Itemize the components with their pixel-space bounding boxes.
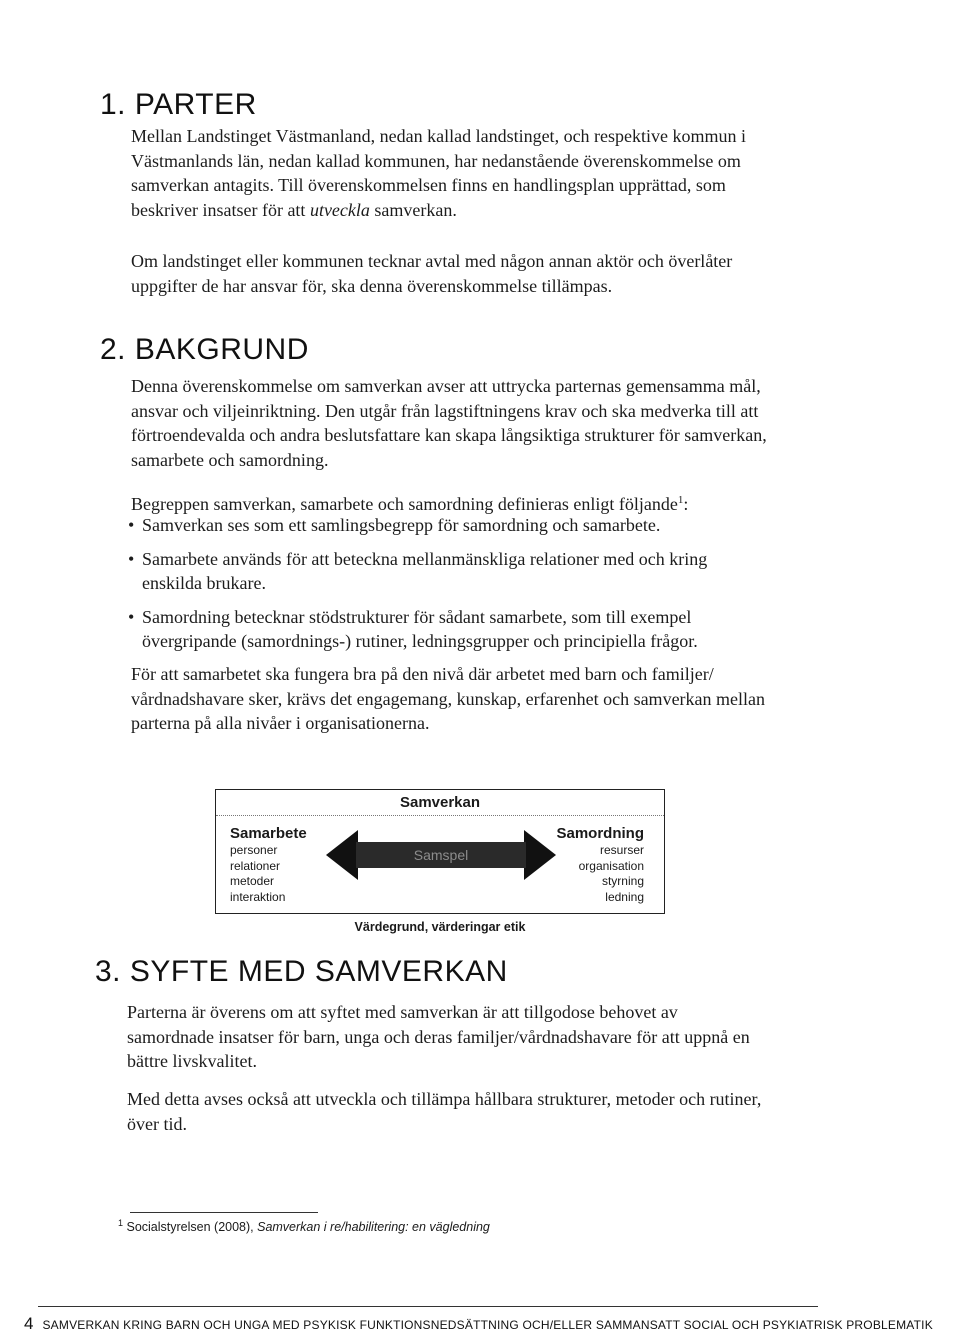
diagram-left-item: metoder xyxy=(230,874,275,888)
text-line: Västmanlands län, nedan kallad kommunen, har nedanstående överenskommelse om xyxy=(131,150,741,171)
bakgrund-paragraph-2 xyxy=(131,662,765,736)
list-item xyxy=(128,513,828,538)
diagram-center-label: Samspel xyxy=(413,847,469,863)
emphasis-word: utveckla xyxy=(309,199,370,220)
diagram-samordning-column xyxy=(556,825,644,905)
parter-paragraph-1 xyxy=(131,124,746,222)
diagram-title: Samverkan xyxy=(399,794,481,811)
definition-list xyxy=(128,513,828,663)
diagram-divider xyxy=(216,815,664,816)
parter-paragraph-2 xyxy=(131,249,732,298)
heading-syfte: 3. SYFTE MED SAMVERKAN xyxy=(95,955,508,988)
diagram-bottom-label: Värdegrund, värderingar etik xyxy=(354,920,526,934)
page-footer xyxy=(24,1314,933,1334)
text-line: Denna överenskommelse om samverkan avser att uttrycka parternas gemensamma mål, xyxy=(131,376,761,396)
double-arrow-graphic xyxy=(326,820,556,890)
text-line: Mellan Landstinget Västmanland, nedan kallad landstinget, och respektive kommun i xyxy=(131,126,747,146)
heading-bakgrund: 2. BAKGRUND xyxy=(100,333,309,366)
list-item xyxy=(128,547,828,596)
footnote-text: Socialstyrelsen (2008), xyxy=(123,1220,258,1235)
diagram-right-heading: Samordning xyxy=(556,825,644,842)
text-line: övergripande (samordnings-) rutiner, ledningsgrupper och principiella frågor. xyxy=(142,631,698,651)
text-line: bättre livskvalitet. xyxy=(127,1051,257,1071)
footer-text: SAMVERKAN KRING BARN OCH UNGA MED PSYKISK FUNKTIONSNEDSÄTTNING OCH/ELLER SAMMANSATT SOCIAL OCH PSYKIATRISK PROBLEMATIK xyxy=(42,1318,933,1332)
text-line: parterna på alla nivåer i organisationerna. xyxy=(131,713,430,733)
text-segment: samverkan. xyxy=(369,199,457,220)
text-line: samarbete och samordning. xyxy=(131,449,329,470)
text-line: Med detta avses också att utveckla och tillämpa hållbara strukturer, metoder och rutiner, xyxy=(127,1089,762,1109)
samverkan-diagram xyxy=(215,789,665,914)
text-line: uppgifter de har ansvar för, ska denna överenskommelse tillämpas. xyxy=(131,275,613,296)
text-line: samverkan antagits. Till överenskommelsen finns en handlingsplan upprättad, som xyxy=(131,175,726,195)
text-line: enskilda brukare. xyxy=(142,573,266,593)
list-item xyxy=(128,605,828,654)
footnote-rule xyxy=(130,1212,318,1213)
bullet-marker: • xyxy=(128,606,135,627)
definition-intro-text: Begreppen samverkan, samarbete och samordning definieras enligt följande xyxy=(131,494,678,514)
footer-rule xyxy=(38,1306,818,1307)
text-line: Parterna är överens om att syftet med samverkan är att tillgodose behovet av xyxy=(127,1002,678,1022)
footnote-number: 1 xyxy=(118,1218,124,1228)
text-line: förtroendevalda och andra beslutsfattare kan skapa långsiktiga strukturer för samverkan, xyxy=(131,425,767,445)
text-line: över tid. xyxy=(127,1113,187,1134)
footnote xyxy=(118,1218,490,1234)
diagram-left-heading: Samarbete xyxy=(230,825,307,842)
bakgrund-paragraph-1 xyxy=(131,374,767,472)
text-line: Samordning betecknar stödstrukturer för sådant samarbete, som till exempel xyxy=(142,606,692,627)
diagram-left-item: relationer xyxy=(230,858,281,873)
text-line: För att samarbetet ska fungera bra på den nivå där arbetet med barn och familjer/ xyxy=(131,664,714,684)
text-segment: beskriver insatser för att xyxy=(131,199,310,220)
text-line: vårdnadshavare sker, krävs det engagemang, kunskap, erfarenhet och samverkan mellan xyxy=(131,688,766,709)
text-line: Samarbete används för att beteckna mellanmänskliga relationer med och kring xyxy=(142,548,708,569)
syfte-paragraph-2 xyxy=(127,1087,761,1136)
diagram-left-item: personer xyxy=(230,843,278,857)
text-line-with-emphasis xyxy=(131,198,746,223)
diagram-right-item: organisation xyxy=(578,858,644,873)
footnote-reference: 1 xyxy=(677,494,684,506)
left-arrowhead xyxy=(326,830,358,880)
text-line: samordnade insatser för barn, unga och deras familjer/vårdnadshavare för att uppnå en xyxy=(127,1026,750,1047)
bullet-marker: • xyxy=(128,515,135,535)
footnote-title: Samverkan i re/habilitering: en vägledning xyxy=(257,1220,490,1235)
diagram-samarbete-column xyxy=(230,825,307,905)
text-line: Om landstinget eller kommunen tecknar avtal med någon annan aktör och överlåter xyxy=(131,251,733,271)
diagram-right-item: styrning xyxy=(601,874,644,888)
definition-colon: : xyxy=(683,494,689,514)
heading-parter: 1. PARTER xyxy=(100,88,257,121)
right-arrowhead xyxy=(524,830,556,880)
diagram-right-item: ledning xyxy=(605,889,644,904)
page-number: 4 xyxy=(24,1314,34,1333)
syfte-paragraph-1 xyxy=(127,1000,750,1074)
bullet-marker: • xyxy=(128,548,135,569)
diagram-left-item: interaktion xyxy=(230,889,286,904)
text-line: ansvar och viljeinriktning. Den utgår från lagstiftningens krav och ska medverka till att xyxy=(131,400,759,421)
diagram-right-item: resurser xyxy=(599,843,644,857)
text-line: Samverkan ses som ett samlingsbegrepp för samordning och samarbete. xyxy=(142,515,661,535)
